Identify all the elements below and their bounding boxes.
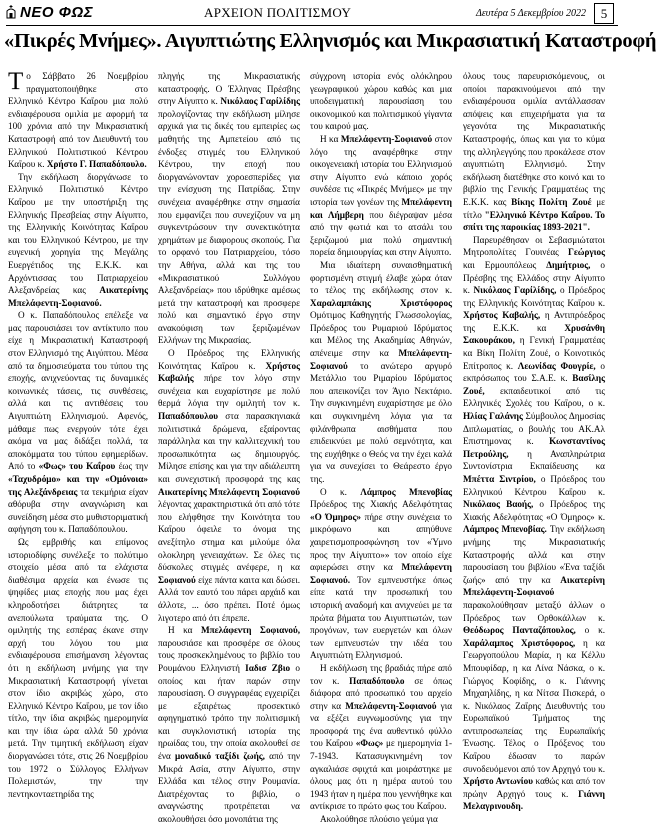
publication-name: «Φως» του Καΐρου	[38, 461, 116, 472]
paragraph: όλους τους παρευρισκόμενους, οι οποίοι παρακινούμενοι από την ενδιαφέρουσα ομιλία αντάλλασσαν απόψεις και επιχειρήματα για τα γεγονότα της Μικρασιατικής Καταστροφής, όπως και για το κύμα της αλληλεγγύης που προκάλεσε στον αιγυπτιώτη Ελληνισμό. Στην εκδήλωση διατέθηκε στο κοινό και το βιβλίο της Γενικής Γραμματέως της Ε.Κ.Κ. κας Βίκης Πολίτη Ζουέ με τίτλο "Ελληνικό Κέντρο Καΐρου. Το σπίτι της παροικίας 1893-2021".	[463, 71, 605, 233]
publication-name: «Ταχυδρόμο» και την «Ομόνοια» της Αλεξάνδρειας	[8, 474, 148, 497]
paragraph: σύγχρονη ιστορία ενός ολόκληρου γεωγραφικού χώρου καθώς και μια υποδειγματική παρουσίαση του οικονομικού και πολιτισμικού γίγαντα του καιρού μας.	[310, 71, 452, 132]
person-name: Λάμπρος Μπενοβίας.	[463, 524, 547, 535]
newspaper-logo: ΝΕΟ ΦΩΣ	[20, 4, 94, 21]
person-name: Χρυσάνθη Σακουράκου,	[463, 322, 605, 346]
person-name: Κωνσταντίνος Πετρούλης,	[463, 436, 605, 459]
person-name: Δημήτριος,	[546, 259, 591, 270]
paragraph: Ακολούθησε πλούσιο γεύμα για	[320, 814, 438, 825]
publication-name: «Φως»	[355, 738, 384, 749]
section-title: ΑΡΧΕΙΟΝ ΠΟΛΙΤΙΣΜΟΥ	[204, 5, 352, 20]
person-name: Μπελάφεντη-Σοφιανού	[340, 133, 433, 144]
header-rule	[6, 25, 618, 26]
paragraph: Η κα Μπελάφεντη Σοφιανού, παρουσιάσε και προσφέρε σε όλους τους προσκεκλημένους το βιβλίο του Ρουμάνου Ελληνιστή Ιαδισ Ζβιο ο οποίος και ήταν παρών στην παρουσίαση. Ο συγγραφέας εγχειρίζει με εξαιρέτως προσεκτικό αφηγηματικό τρόπο την πολιτισμική και συγκλονιστική ιστορία της ηρωίδας του, την οποία ακολουθεί σε ένα μοναδικό ταξίδι ζωής, από την Μικρά Ασία, στην Αίγυπτο, στην Ελλάδα και τέλος στην Ρουμανία. Διατρέχοντας το βιβλίο, ο αναγνώστης προτρέπεται να ακολουθήσει όσο μονοπάτια της	[158, 625, 301, 825]
person-name: Χρήστο Αντωνίου	[463, 776, 533, 787]
person-name: Μπελάφεντη-Σοφιανού	[310, 348, 453, 371]
person-name: Χρήστος Καβαλής	[158, 360, 300, 384]
person-name: Μπελάφεντη Σοφιανού.	[310, 562, 453, 585]
person-name: Παπαδόπουλο	[349, 675, 405, 686]
book-title: "Ελληνικό Κέντρο Καΐρου. Το σπίτι της παροικίας 1893-2021".	[463, 209, 605, 233]
paragraph: Παρευρέθησαν οι Σεβασμιώτατοι Μητροπολίτες Γουινέας Γεώργιος και Ερμουπόλεως Δημήτριος, ο Πρέσβης της Ελλάδος στην Αίγυπτο κ. Νικόλαος Γαρίλίδης, ο Πρόεδρος της Ελληνικής Κοινότητας Καΐρου κ. Χρήστος Καβαλής, η Αντιπρόεδρος της Ε.Κ.Κ. κα Χρυσάνθη Σακουράκου, η Γενική Γραμματέας κα Βίκη Πολίτη Ζουέ, ο Κοινοτικός Επίτροπος κ. Λεωνίδας Φουγρίε, ο εκπρόσωπος του Σ.Α.Ε. κ. Βασίλης Ζουέ, εκπαιδευτικοί από τις Ελληνικές Σχολές του Καΐρου, ο κ. Ηλίας Γαλάνης Σύμβουλος Δημοσίας Διπλωματίας, ο βουλής του ΑΚ.Αλ Επιστημονας κ. Κωνσταντίνος Πετρούλης, η Αναπληρώτρια Συντονίστρια Εκπαίδευσης κα Μπέττα Σιντρίου, ο Πρόεδρος του Ελληνικού Κέντρου Καΐρου κ. Νικόλαος Βαοής, ο Πρόεδρος της Χιακής Αδελφότητας «Ο Όμηρος» κ. Λάμπρος Μπενοβίας. Την εκδήλωση μνήμης της Μικρασιατικής Καταστροφής αλλά και στην παρουσίαση του βιβλίου «Ένα ταξίδι ζωής» από την κα Αικατερίνη Μπελάφεντη-Σοφιανού παρακολούθησαν μεταξύ άλλων ο Πρόεδρος των Ορθοκάλλων κ. Θεόδωρος Πανταζόπουλος, ο κ. Χαράλαμπος Χριστόφορος, η κα Γεωργοπούλου Μαρία, η κα Κέλλυ Μπουφίδαρ, η κα Λίνα Νάσκα, ο κ. Γιώργος Κοφίδης, ο κ. Γιάννης Μηχαηλίδης, η κα Νίτσα Πισκερά, ο κ. Νικόλαος Ζαΐρης Διευθυντής του Ευρωπαϊκού Τμήματος της αντιπροσωπείας της Ευρωπαϊκής Ένωσης. Τέλος ο Πρόξενος του Καΐρου έδωσαν το παρών συνοδευόμενοι από τον Αρχηγό του κ. Χρήστο Αντωνίου καθώς και από τον πρώην Αρχηγό τους κ. Γιάννη Μελαγρινουδη.	[463, 234, 606, 812]
person-name: Μπελάφεντη-Σοφιανού	[345, 700, 437, 711]
person-name: Ηλίας Γαλάνης	[463, 411, 523, 422]
article-column-2	[158, 70, 301, 825]
person-name: Μπελάφεντη Σοφιανού,	[200, 625, 301, 636]
organization-name: «Ο Όμηρος»	[310, 511, 361, 522]
paragraph: Ο κ. Λάμπρος Μπενοβίας Πρόεδρος της Χιακής Αδελφότητας «Ο Όμηρος» πήρε στην συνέχεια το μικρόφωνο και απηύθυνε χαιρετισμοπροσφώνηση τον «Ύμνο προς την Αίγυπτο»» τον οποίο είχε αφιερώσει στην κα Μπελάφεντη Σοφιανού. Τον εμπνευστήκε όπως είπε κατά την προσωπική του ιστορική αναδομή και ανιχνεύει με τα πρώτα βήματα του Αιγυπτιωτών, των προγόνων, των ευεργετών και όλων των εμπνευστών την ιδέα του Αιγυπτιώτη Ελληνισμού.	[310, 486, 453, 661]
person-name: Αικατερίνης Μπελάφεντη Σοφιανού	[158, 486, 300, 497]
paragraph: πληγής της Μικρασιατικής καταστροφής. Ο Έλληνας Πρέσβης στην Αίγυπτο κ. Νικόλαος Γαρίλίδης προλογίζοντας την εκδήλωση μίλησε αρχικά για τις δικές του εμπειρίες ως μαθητής της Αμπετείου από τις ένδοξες στιγμές του Ελληνικού Κέντρου, την εποχή που διοργανώνονταν χοροεσπερίδες για την ενίσχυση της Πατρίδας. Στην συνέχεια αναφέρθηκε στην σημασία που εμφανίζει που συνεχίζουν να μη συγκεντρώσουν την συνεκτικότητα χρημάτων με διαφορους σκοπούς. Για το ορφανό του Πατριαρχείου, τόσο την Αθήνα, αλλά και της του «Μικρασιατικού Συλλόγου Αλεξανδρείας» που ιδρύθηκε αμέσως μετά την καταστροφή και προσφερε πολύ και σημαντικό έργο στην ανακούφιση των ξεριζωμένων Ελλήνων της Μικρασίας.	[158, 71, 300, 346]
person-name: Χρήστος Καβαλής,	[463, 310, 541, 321]
person-name: Νικόλαος Γαρίλίδης	[220, 96, 300, 107]
paragraph: Η κα Μπελάφεντη-Σοφιανού στον λόγο της αναφέρθηκε στην οικογενειακή ιστορία του Ελληνισμού στην Αίγυπτο ενώ κάποιο χορός συνδέσε τις «Πικρές Μνήμες» με την ιστορία των γονέων της Μπελάφεντη και Λήμβερη που διέγραψαν μέσα από την φωτιά και το ατσάλι του ξεριζωμού μια πολύ σημαντική πορεία δημιουργίας και στην Αίγυπτο.	[310, 133, 453, 258]
person-name: Μπελάφεντη και Λήμβερη	[310, 196, 453, 220]
drop-cap: Τ	[8, 68, 24, 95]
person-name: Λεωνίδας Φουγρίε,	[517, 360, 596, 371]
paragraph: Ο κ. Παπαδόπουλος επέλεξε να μας παρουσιάσει τον αντίκτυπο που είχε η Μικρασιατική Καταστροφή στον Ελληνισμό της Αιγύπτου. Μέσα από τα δημοσιεύματα του τύπου της εποχής, ανιχνεύοντας τις δυναμικές κοινωνικές τάσεις, τις συνθέσεις, αλλά και τις αντιθέσεις του Αιγυπτιώτη Ελληνισμού. Αφενός, μάθαμε πως ενεργούν τότε έχει ακόμα να μας διδάξει πολλά, τα αποκόμματα του τύπου εφημερίδων. Από το «Φως» του Καΐρου έως την «Ταχυδρόμο» και την «Ομόνοια» της Αλεξάνδρειας τα τεκμήρια είχαν αθόρυβα στην αναγνώριση και συνείδηση μέσα στο μυθιστοριματική αφήγηση του κ. Παπαδόπουλου.	[8, 310, 148, 535]
paragraph: Η εκδήλωση της βραδιάς πήρε από τον κ. Παπαδόπουλο σε όπως διάφορα από προσωπικό του αρχείο στην κα Μπελάφεντη-Σοφιανού για να εξέζει ευγνωμοσύνης για την προσφορά της ένα αυθεντικό φύλλο του Καΐρου «Φως» με ημερομηνία 1-7-1943. Κατασυγκινημένη τον αγκαλιάσε σφιχτά και μοιράστηκε με όλους μας ότι η ημέρα αυτού του 1943 ήταν η ημέρα που γεννήθηκε και αντίκρισε το πρώτο φως του Καΐρου.	[310, 662, 453, 812]
paragraph: Το Σάββατο 26 Νοεμβρίου πραγματοποιήθηκε στο Ελληνικό Κέντρο Καΐρου μια πολύ ενδιαφέρουσα ομιλία με αφορμή τα 100 χρόνια από την Μικρασιατική Καταστροφή από τον Διευθυντή του Ελληνικού Πολιτιστικού Κέντρου Καΐρου κ. Χρήστο Γ. Παπαδόπουλο.	[8, 68, 148, 170]
article-headline: «Πικρές Μνήμες». Αιγυπτιώτης Ελληνισμός και Μικρασιατική Καταστροφή	[4, 30, 656, 52]
person-name: Λάμπρος Μπενοβίας	[360, 486, 452, 497]
person-name: Αικατερίνης Μπελάφεντη-Σοφιανού.	[8, 285, 148, 308]
article-column-1	[8, 68, 148, 799]
person-name: Θεόδωρος Πανταζόπουλος,	[463, 625, 576, 636]
person-name: Ιαδισ Ζβιο	[245, 662, 291, 673]
masthead	[0, 0, 626, 26]
person-name: Χαραλαμπάκης Χριστόφορος	[310, 297, 452, 308]
person-name: Αικατερίνη Μπελάφεντη-Σοφιανού	[463, 574, 605, 598]
book-title: μοναδικό ταξίδι ζωής,	[175, 751, 265, 762]
person-name: Παπαδόπουλου	[158, 411, 219, 422]
paragraph: Ως εμβριθής και επίμονος ιστοριοδίφης συνέλεξε το πολύτιμο στοιχείο μέσα από τα ελάχιστα διαθέσιμα αρχεία και ένωσε τις ψηφίδες μιας εποχής που μας έχει κληροδοτήσει διάτρητες τα ανεπούλωτα τραύματα της. Ο ομιλητής της εσπέρας έκανε στην αρχή του λόγου του μια ενδιαφέρουσα επισήμανση λέγοντας ότι η εκδήλωση μνήμης για την Μικρασιατική Καταστροφή γίνεται στον ίδιο ακριβώς χώρο, στο Ελληνικό Κέντρο Καΐρου, με τον ίδιο τίτλο, την ίδια ακριβώς ημερομηνία και την ίδια ώρα αλλά 50 χρόνια μετά. Την τιμητική εκδήλωση είχαν διοργανώσει τότε, στις 26 Νοεμβρίου του 1972 ο Σύλλογος Ελλήνων Πολεμιστών, την την πεντηκονταετηρίδα της	[8, 536, 148, 799]
person-name: Γιάννη Μελαγρινουδη.	[463, 788, 605, 812]
paragraph: Μια ιδιαίτερη συναισθηματική φορτισμένη στιγμή έλαβε χώρα όταν το τέλος της εκδήλωσης στον κ. Χαραλαμπάκης Χριστόφορος Ομότιμος Καθηγητής Γλωσσολογίας, Πρόεδρος του Ρυμαριού Ιδρύματος και Μέλος της Ακαδημίας Αθηνών, απένειμε στην κα Μπελάφεντη-Σοφιανού το ανώτερο αργυρό Μετάλλιο του Ριμαρίου Ιδρύματος που απεικονίζει τον Άγιο Νεκτάριο. Την συγκινημένη ευχαρίστησε με όλο και συγκινημένη λόγια για τα φιλάνθρωπα αισθήματα που επιδεικνύει με πολύ σεμνότητα, και της ευχήθηκε ο Θεός να την έχει καλά για να συνεχίσει το Θεάρεστο έργο της.	[310, 259, 453, 484]
paragraph: Ο Πρόεδρος της Ελληνικής Κοινότητας Καΐρου κ. Χρήστος Καβαλής πήρε τον λόγο στην συνέχεια και ευχαρίστησε με πολύ θερμά λόγια την ομιλητή τον κ. Παπαδόπουλου στα παρασκηνιακά πολιτιστικά δρώμενα, εξαίροντας παράλληλα και την καλλιτεχνική του προσωπικότητα ως δημιουργός. Μίλησε επίσης και για την αδιάλειπτη και συνεχιστική προσφορά της κας Αικατερίνης Μπελάφεντη Σοφιανού λέγοντας χαρακτηριστικά ότι από τότε που ελήφθησε την Κοινότητα του Καΐρου όφειλε το όνομα της ανεξίτηλο στημα και μιλούμε όλα ολοκληρη γενειαχάτων. Σε όλες τις δύσκολες στιγμές ανέφερε, η κα Σοφιανού είχε πάντα καιτα και δώσει. Αλλά τον εαυτό του πάρει αρχάιδ και άλλοτε, ... όσο πρέπει. Ποτέ όμως λιγοτερο από ότι έπρεπε.	[158, 348, 301, 623]
church-logo-icon	[4, 4, 18, 19]
page-number: 5	[594, 3, 614, 24]
person-name: Βίκης Πολίτη Ζουέ	[511, 196, 592, 207]
person-name: Χαράλαμπος Χριστόφορος,	[463, 637, 576, 648]
person-name: Μπέττα Σιντρίου,	[463, 474, 536, 484]
person-name: Σοφιανού	[158, 574, 196, 585]
article-column-3	[310, 70, 453, 825]
person-name: Γεώργιος	[567, 247, 605, 258]
person-name: Χρήστο Γ. Παπαδόπουλο.	[46, 159, 147, 170]
article-column-4	[463, 70, 606, 812]
paragraph: Την εκδήλωση διοργάνωσε το Ελληνικό Πολιτιστικό Κέντρο Καΐρου με την υποστήριξη της Ελληνικής Πρεσβείας στην Αίγυπτο, της Ελληνικής Κοινότητας Καΐρου και του Ελληνικού Κέντρου, με την ευγενική χορηγία της Μεγάλης Ευεργέτιδος της Ε.Κ.Κ. και Αρχόντισσας του Πατριαρχείου Αλεξανδρείας κας Αικατερίνης Μπελάφεντη-Σοφιανού.	[8, 171, 148, 308]
issue-date: Δευτέρα 5 Δεκεμβρίου 2022	[476, 8, 587, 19]
person-name: Νικόλαος Γαρίλίδης,	[473, 285, 557, 296]
person-name: Νικόλαος Βαοής,	[463, 499, 534, 510]
person-name: Βασίλης Ζουέ,	[463, 373, 606, 396]
